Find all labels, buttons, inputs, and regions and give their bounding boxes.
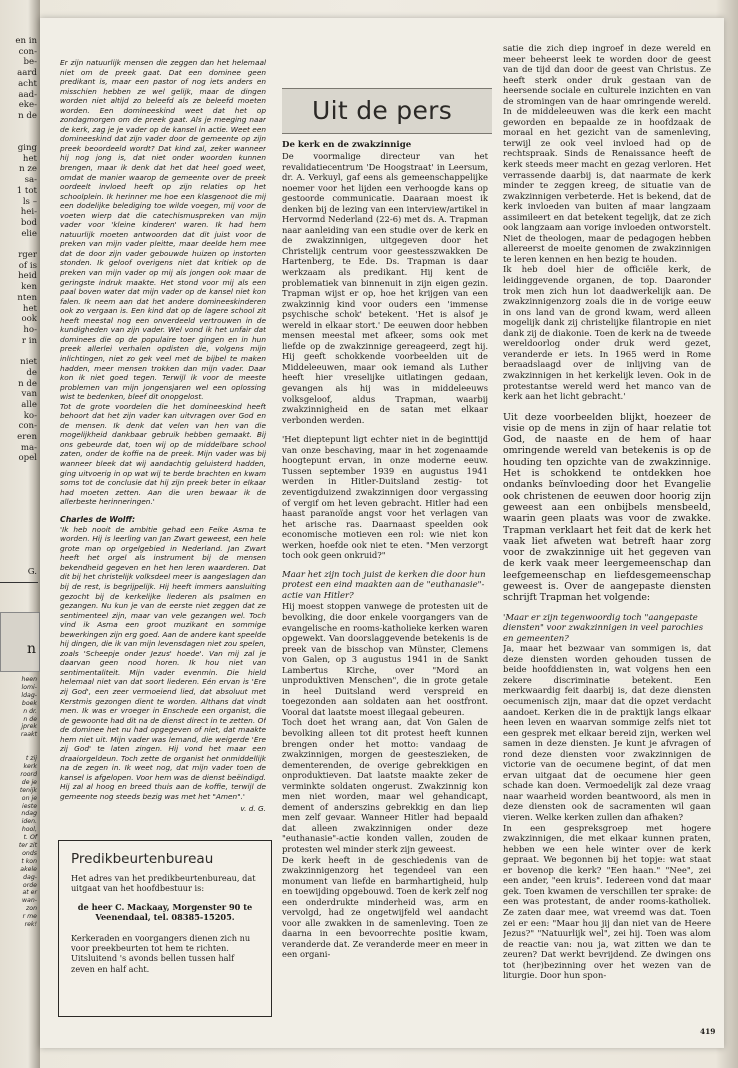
gutter-line: ter zit bbox=[18, 842, 37, 850]
gutter-line: aad- bbox=[18, 89, 37, 100]
article-paragraph-6: satie die zich diep ingroef in deze wereld en meer beheerst leek te worden door de geest van de tijd dan door de geest van Christus. Ze heeft sterk onder druk gestaan van de heersende sociale en culturele inzichten en van de stromingen van de haar omringende wereld. In de middeleeuwen was die kerk een macht geworden en bepaalde ze in hoofdzaak de moraal en het gezicht van de samenleving, terwijl ze ook veel invloed had op de rechtspraak. Sinds de Renaissance heeft de kerk steeds meer macht en gezag verloren. Het verrassende daarbij is, dat naarmate de kerk minder te zeggen kreeg, de situatie van de zwakzinnigen verbeterde. Het is bekend, dat de kerk invloeden van buiten af maar langzaam assimileert en dat betekent tegelijk, dat ze zich ook langzaam aan vorige invloeden ontworstelt. Niet de theologen, maar de pedagogen hebben allereerst de moeite genomen de zwakzinnigen te leren kennen en hen bezig te houden. bbox=[503, 44, 711, 265]
gutter-line: aard bbox=[17, 68, 37, 79]
gutter-line: het bbox=[22, 153, 37, 164]
gutter-line: n de bbox=[23, 715, 37, 723]
gutter-line: n dr. bbox=[23, 707, 37, 715]
gutter-line: de bbox=[26, 367, 37, 378]
gutter-line: ndag bbox=[21, 810, 37, 818]
column-right bbox=[503, 44, 711, 982]
article-paragraph-8: Uit deze voorbeelden blijkt, hoezeer de visie op de mens in zijn of haar relatie tot God, de naaste en de hem of haar omringende wereld van betekenis is op de houding ten opzichte van de zwakzinnige. Het is schokkend te ontdekken hoe ondanks beïnvloeding door het Evangelie ook christenen de eeuwen door hoorig zijn geweest aan een onbijbels mensbeeld, waarin geen plaats was voor de zwakke. Trapman verklaart het feit dat de kerk het vaak liet afweten wat betreft haar zorg voor de zwakzinnige uit het gegeven van de kerk vaak meer leergemeenschap dan leefgemeenschap en liefdesgemeenschap geweest is. Over de aangepaste diensten schrijft Trapman het volgende: bbox=[503, 411, 711, 604]
gutter-line: kerk bbox=[23, 762, 37, 770]
gutter-line: onds bbox=[22, 849, 37, 857]
page-number: 419 bbox=[700, 1027, 716, 1036]
gutter-text-bottom bbox=[1, 676, 37, 929]
gutter-fragment-g: G. bbox=[27, 567, 37, 577]
gutter-line: roord bbox=[20, 770, 37, 778]
column-left bbox=[60, 58, 266, 813]
gutter-line: be- bbox=[23, 57, 37, 68]
gutter-line: t zij bbox=[25, 755, 37, 763]
gutter-line bbox=[1, 132, 37, 143]
gutter-line: wan- bbox=[21, 897, 37, 905]
gutter-line: con- bbox=[18, 46, 37, 57]
signature: v. d. G. bbox=[240, 803, 266, 813]
gutter-line: ho- bbox=[23, 324, 37, 335]
gutter-line: ook bbox=[21, 314, 37, 325]
gutter-line bbox=[1, 747, 37, 755]
gutter-line bbox=[1, 346, 37, 357]
gutter-line: alle bbox=[21, 399, 37, 410]
gutter-line: ken bbox=[21, 282, 37, 293]
gutter-line: van bbox=[21, 389, 37, 400]
facing-page-gutter bbox=[0, 0, 40, 1068]
gutter-line: ma- bbox=[20, 442, 37, 453]
interview-paragraph-1: Er zijn natuurlijk mensen die zeggen dan het helemaal niet om de preek gaat. Dat een dominee geen predikant is, maar een pastor of nog iets anders en misschien hebben ze wel gelijk, maar de dingen worden niet altijd zo beleefd als ze beleefd moeten worden. Een domineeskind weet dat het op zondagmorgen om de preek gaat. Als je meeging naar de kerk, zag je je vader op de kansel in actie. Weet een domineeskind dat zijn vader door de gemeente op zijn preek beoordeeld wordt? Dat kind zal, zeker wanneer hij nog jong is, dat niet onder woorden kunnen brengen, maar ik denk dat het dat heel goed weet, omdat de manier waarop de gemeente over de preek oordeelt invloed heeft op zijn relaties op het schoolplein. Ik herinner me hoe een klasgenoot die mij een dodelijke belediging toe wilde voegen, mij voor de voeten wierp dat die catechismuspreken van mijn vader voor 'kleine kinderen' waren. Ik had hem natuurlijk moeten antwoorden dat dit juist voor de preken van mijn vader pleitte, maar deelde hem mee dat de door zijn vader gebouwde huizen op instorten stonden. Ik geloof overigens niet dat kritiek op de preken van mijn vader op mij als jongen ook maar de geringste indruk maakte. Het stond voor mij als een paal boven water dat mijn vader op de kansel niet kon falen. Ik neem aan dat het andere domineeskinderen ook zo vergaan is. Een kind dat op de lagere school zit heeft meestal nog een onverdeeld vertrouwen in de kundigheden van zijn vader. Wel vond ik het unfair dat dominees die op de populaire toer gingen en in hun preek allerlei verhalen opdisten die, volgens mijn inlichtingen, niet zo gek veel met de bijbel te maken hadden, meer mensen trokken dan mijn vader. Daar kon ik niet goed tegen. Terwijl ik voor de meeste problemen van mijn jongensjaren wel een oplossing wist te bedenken, bleef dit onopgelost. bbox=[60, 58, 266, 402]
gutter-fragment-n: n bbox=[26, 641, 36, 657]
gutter-line: r in bbox=[21, 335, 37, 346]
gutter-line: heen bbox=[21, 676, 37, 683]
gutter-line: orde bbox=[22, 881, 37, 889]
interview-paragraph-3: 'Ik heb nooit de ambitie gehad een Feike Asma te worden. Hij is leerling van Jan Zwart geweest, een hele grote man op orgelgebied in Nederland. Jan Zwart heeft het orgel als instrument bij de mensen bekendheid gegeven en het hen leren waarderen. Dat dit bij het christelijk volksdeel meer is aangeslagen dan bij de rest, is begrijpelijk. Hij heeft immers aansluiting gezocht bij de kerkelijke liederen als psalmen en gezangen. Nu kun je van de eerste niet zeggen dat ze sentimenteel zijn, maar van vele gezangen wel. Toch vind ik Asma een groot muzikant en sommige bewerkingen zijn erg goed. Aan de andere kant speelde hij dingen, die ik van mijn levensdagen niet zou spelen, zoals 'Scheepje onder Jezus' hoede'. Van mij zal je daarvan geen nood horen. Ik hou niet van sentimentaliteit. Mijn vader evenmin. Die hield helemaal niet van dat soort liederen. Eén ervan is 'Ere zij God', een zeer vermoeiend lied, dat absoluut met Kerstmis gezongen dient te worden. Althans dat vindt men. Ik was er vroeger in Enschede een organist, die de gewoonte had dit na de dienst direct in te zetten. Of de dominee het nu had opgegeven of niet, dat maakte hem niet uit. Mijn vader was lemand, die weigerde 'Ere zij God' te laten zingen. Hij vond het maar een draaiorgeldeun. Toch zette de organist het onmiddellijk na de zegen in. Ik weet nog, dat mijn vader toen de kansel is afgelopen. Voor hem was de dienst beëindigd. Hij zal al hoog en breed thuis aan de koffie, terwijl de gemeente nog steeds bezig was met het "Amen".' bbox=[60, 524, 266, 802]
gutter-line: en in bbox=[15, 36, 37, 46]
gutter-text-top bbox=[1, 36, 37, 464]
gutter-line: eren bbox=[17, 432, 37, 443]
gutter-line: elie bbox=[21, 228, 37, 239]
article-paragraph-7: Ik heb doel hier de officiële kerk, de leidinggevende organen, de top. Daaronder trok men zich hun lot daadwerkelijk aan. De zwakzinnigenzorg zoals die in de vorige eeuw in ons land van de grond kwam, werd alleen mogelijk dank zij christelijke filantropie en niet dank zij de diakonie. Toen de kerk na de tweede wereldoorlog onder druk werd gezet, veranderde er iets. In 1965 werd in Rome beraadslaagd over de inlijving van de zwakzinnigen in het kerkelijk leven. Ook in de protestantse wereld werd het manco van de kerk aan het licht gebracht.' bbox=[503, 265, 711, 403]
gutter-line: at er bbox=[22, 889, 37, 897]
gutter-line: raakt bbox=[20, 731, 37, 739]
article-paragraph-1: De voormalige directeur van het revalidatiecentrum 'De Hoogstraat' in Leersum, dr. A. Verkuyl, gaf eens als gemeenschappelijke noemer voor het lijden een verhoogde kans op gestoorde communicatie. Daaraan moest ik denken bij de lezing van een interview/artikel in Hervormd Nederland (22-6) met ds. A. Trapman naar aanleiding van een studie over de kerk en de zwakzinnigen, uitgegeven door het Christelijk centrum voor geestesszwakken De Hartenberg, te Ede. Ds. Trapman is daar werkzaam als predikant. Hij kent de problematiek van binnenuit in zijn eigen gezin. Trapman wijst er op, hoe het krijgen van een zwakzinnig kind voor ouders een 'immense psychische schok' betekent. 'Het is alsof je wereld in elkaar stort.' De eeuwen door hebben mensen meestal met afkeer, soms ook met liefde op de zwakzinnige gereageerd, zegt hij. Hij geeft schokkende voorbeelden uit de Middeleeuwen, maar ook iemand als Luther heeft hier vreselijke uitlatingen gedaan, gevangen als hij was in middeleeuws volksgeloof, aldus Trapman, waarbij zwakzinnigheid en de satan met elkaar verbonden werden. bbox=[282, 151, 488, 425]
gutter-line: zon bbox=[26, 905, 37, 913]
gutter-line: 1 tot bbox=[16, 185, 37, 196]
gutter-line bbox=[1, 122, 37, 133]
article-paragraph-2: 'Het dieptepunt ligt echter niet in de beginttijd van onze beschaving, maar in het zogenaamde hoogtepunt ervan, in onze moderne eeuw. Tussen september 1939 en augustus 1941 werden in Hitler-Duitsland zestig- tot zeventigduizend zwakzinnigen door vergassing of vergif om het leven gebracht. Hitler had een haast paranoïde angst voor het verlagen van het arische ras. Daarnaast speelden ook economische motieven een rol: wie niet kon werken, hoefde ook niet te eten. "Men verzorgt toch ook geen onkruid?" bbox=[282, 434, 488, 561]
gutter-line: niet bbox=[20, 357, 37, 368]
gutter-rule bbox=[0, 582, 38, 583]
article-paragraph-4: Toch doet het wrang aan, dat Von Galen de bevolking alleen tot dit protest heeft kunnen brengen onder het motto: vandaag de zwakzinnigen, morgen de geesteszieken, de dementerenden, de overige gebrekkigen en onproduktieven. Dat laatste maakte zeker de verminkte soldaten ongerust. Zwakzinnig kon men niet worden, maar wel gehandicapt, dement of anderszins gebrekkig en dan liep men zelf gevaar. Wanneer Hitler had bepaald dat alleen zwakzinnigen onder deze "euthanasie"-actie konden vallen, zouden de protesten wel minder sterk zijn geweest. bbox=[282, 717, 488, 854]
gutter-line: tenijk bbox=[19, 786, 37, 794]
article-paragraph-9: Ja, maar het bezwaar van sommigen is, dat deze diensten worden gehouden tussen de beide hoofddiensten in, wat volgens hen een zekere discriminatie betekent. Een merkwaardig feit daarbij is, dat deze diensten oecumenisch zijn, maar dat die opzet verdacht aandoet. Kerken die in de praktijk langs elkaar heen leven en waarvan sommige zelfs niet tot een gesprek met elkaar bereid zijn, werken wel samen in deze diensten. Je kunt je afvragen of rond deze diensten voor zwakzinnigen de victorie van de oecumene begint, of dat men ervan uitgaat dat de oecumene hier geen schade kan doen. Vermoedelijk zal deze vraag naar waarheid worden beantwoord, als men in deze diensten ook de sacramenten wil gaan vieren. Welke kerken zullen dan afhaken? bbox=[503, 644, 711, 824]
article-question-1: Maar het zijn toch juist de kerken die door hun protest een eind maakten aan de "euthanasie"-actie van Hitler? bbox=[282, 569, 486, 601]
gutter-line: ls – bbox=[22, 196, 37, 207]
gutter-line: de je bbox=[21, 778, 37, 786]
box-address: de heer C. Mackaay, Morgenster 90 te Veenendaal, tel. 08385-15205. bbox=[77, 901, 253, 923]
gutter-line: ieste bbox=[22, 802, 37, 810]
gutter-line: n ze bbox=[19, 164, 37, 175]
gutter-photo-fragment bbox=[0, 612, 40, 672]
gutter-line: on je bbox=[21, 794, 37, 802]
gutter-line: akele bbox=[20, 865, 37, 873]
gutter-line: of is bbox=[18, 260, 37, 271]
column-middle bbox=[282, 140, 488, 960]
box-note: Kerkeraden en voorgangers dienen zich nu voor preekbeurten tot hem te richten. Uitsluitend 's avonds bellen tussen half zeven en half acht. bbox=[71, 932, 251, 974]
gutter-line: rger bbox=[18, 250, 37, 261]
gutter-line: jprek bbox=[21, 723, 37, 731]
gutter-line: dag- bbox=[23, 873, 37, 881]
box-intro: Het adres van het predikbeurtenbureau, dat uitgaat van het hoofdbestuur is: bbox=[71, 873, 256, 894]
gutter-line: n de bbox=[18, 378, 37, 389]
gutter-line: opel bbox=[18, 453, 37, 464]
interview-paragraph-2: Tot de grote voordelen die het domineeskind heeft behoort dat het zijn vader kan uitvragen over God en de mensen. Ik denk dat velen van hen van die mogelijkheid dankbaar gebruik hebben gemaakt. Bij ons gebeurde dat, toen wij op de middelbare school zaten, onder de koffie na de preek. Mijn vader was bij wanneer bleek dat wij aandachtig geluisterd hadden, ging uitvoerig in op wat wij te berde brachten en kwam soms tot de conclusie dat hij zijn preek beter in elkaar had moeten zetten. Aan die uren bewaar ik de allerbeste herinneringen.' bbox=[60, 401, 266, 507]
gutter-line: r me bbox=[22, 913, 37, 921]
section-title: Uit de pers bbox=[312, 96, 453, 125]
gutter-line: rek! bbox=[24, 921, 37, 929]
gutter-line bbox=[1, 239, 37, 250]
box-title: Predikbeurtenbureau bbox=[71, 851, 214, 867]
gutter-line: ging bbox=[17, 143, 37, 154]
gutter-line: boek bbox=[21, 699, 37, 707]
gutter-line: n de bbox=[18, 110, 37, 121]
section-header bbox=[282, 88, 492, 134]
gutter-line: ko- bbox=[23, 410, 37, 421]
gutter-line: t. Of bbox=[23, 834, 37, 842]
article-paragraph-3: Hij moest stoppen vanwege de protesten uit de bevolking, die door enkele voorgangers van de evangelische en rooms-katholieke kerken waren opgewekt. Van doorslaggevende betekenis is de preek van de bisschop van Münster, Clemens von Galen, op 3 augustus 1941 in de Sankt Lambertus Kirche, over "Mord an unproduktiven Menschen", die in grote getale in heel Duitsland werd verspreid en toegezonden aan soldaten aan het oostfront. Vooral dat laatste moest illegaal gebeuren. bbox=[282, 601, 488, 717]
article-paragraph-10: In een gespreksgroep met hogere zwakzinnigen, die met elkaar kunnen praten, hebben we een hele winter over de kerk gepraat. We begonnen bij het topje: wat staat er bovenop die kerk? "Een haan." "Nee", zei een ander, "een kruis". Iedereen vond dat maar gek. Toen kwamen de verschillen ter sprake: de een was protestant, de ander rooms-katholiek. Ze zaten daar mee, wat vreemd was dat. Toen zei er een: "Maar hou jij dan niet van de Heere Jezus?" "Natuurlijk wel", zei hij. Toen was alom de reactie van: nou ja, wat zitten we dan te zeuren? Dat werkt bevrijdend. Ze dwingen ons tot (her)bezinning over het wezen van de liturgie. Door hun spon- bbox=[503, 823, 711, 982]
gutter-line: hei- bbox=[20, 207, 37, 218]
gutter-line: t kon bbox=[21, 857, 37, 865]
gutter-line: eke- bbox=[18, 100, 37, 111]
article-question-2: 'Maar er zijn tegenwoordig toch "aangepaste diensten" voor zwakzinnigen in veel parochies en gemeenten? bbox=[503, 612, 704, 644]
speaker-subhead: Charles de Wolff: bbox=[60, 514, 136, 524]
gutter-line: hool, bbox=[21, 826, 37, 834]
article-paragraph-5: De kerk heeft in de geschiedenis van de zwakzinnigenzorg het tegendeel van een monument van liefde en barmhartigheid, hulp en toewijding opgebouwd. Toen de kerk zelf nog een onderdrukte minderheid was, arm en vervolgd, had ze ongetwijfeld wel aandacht voor alle zwakken in de samenleving. Toen ze daarna in een bevoorrechte positie kwam, veranderde dat. Ze veranderde meer en meer in een organi- bbox=[282, 854, 488, 960]
gutter-line: acht bbox=[18, 78, 37, 89]
gutter-line: heid bbox=[18, 271, 37, 282]
gutter-line: ldag- bbox=[21, 691, 37, 699]
gutter-line: iden. bbox=[21, 818, 37, 826]
article-heading: De kerk en de zwakzinnige bbox=[282, 140, 412, 150]
gutter-line: sa- bbox=[24, 175, 37, 186]
gutter-line: lomi- bbox=[21, 683, 37, 691]
gutter-line: bod bbox=[20, 217, 37, 228]
gutter-line: nten bbox=[17, 292, 37, 303]
gutter-line: het bbox=[22, 303, 37, 314]
gutter-line bbox=[1, 739, 37, 747]
gutter-line: con- bbox=[18, 421, 37, 432]
predikbeurtenbureau-box bbox=[58, 840, 272, 1017]
